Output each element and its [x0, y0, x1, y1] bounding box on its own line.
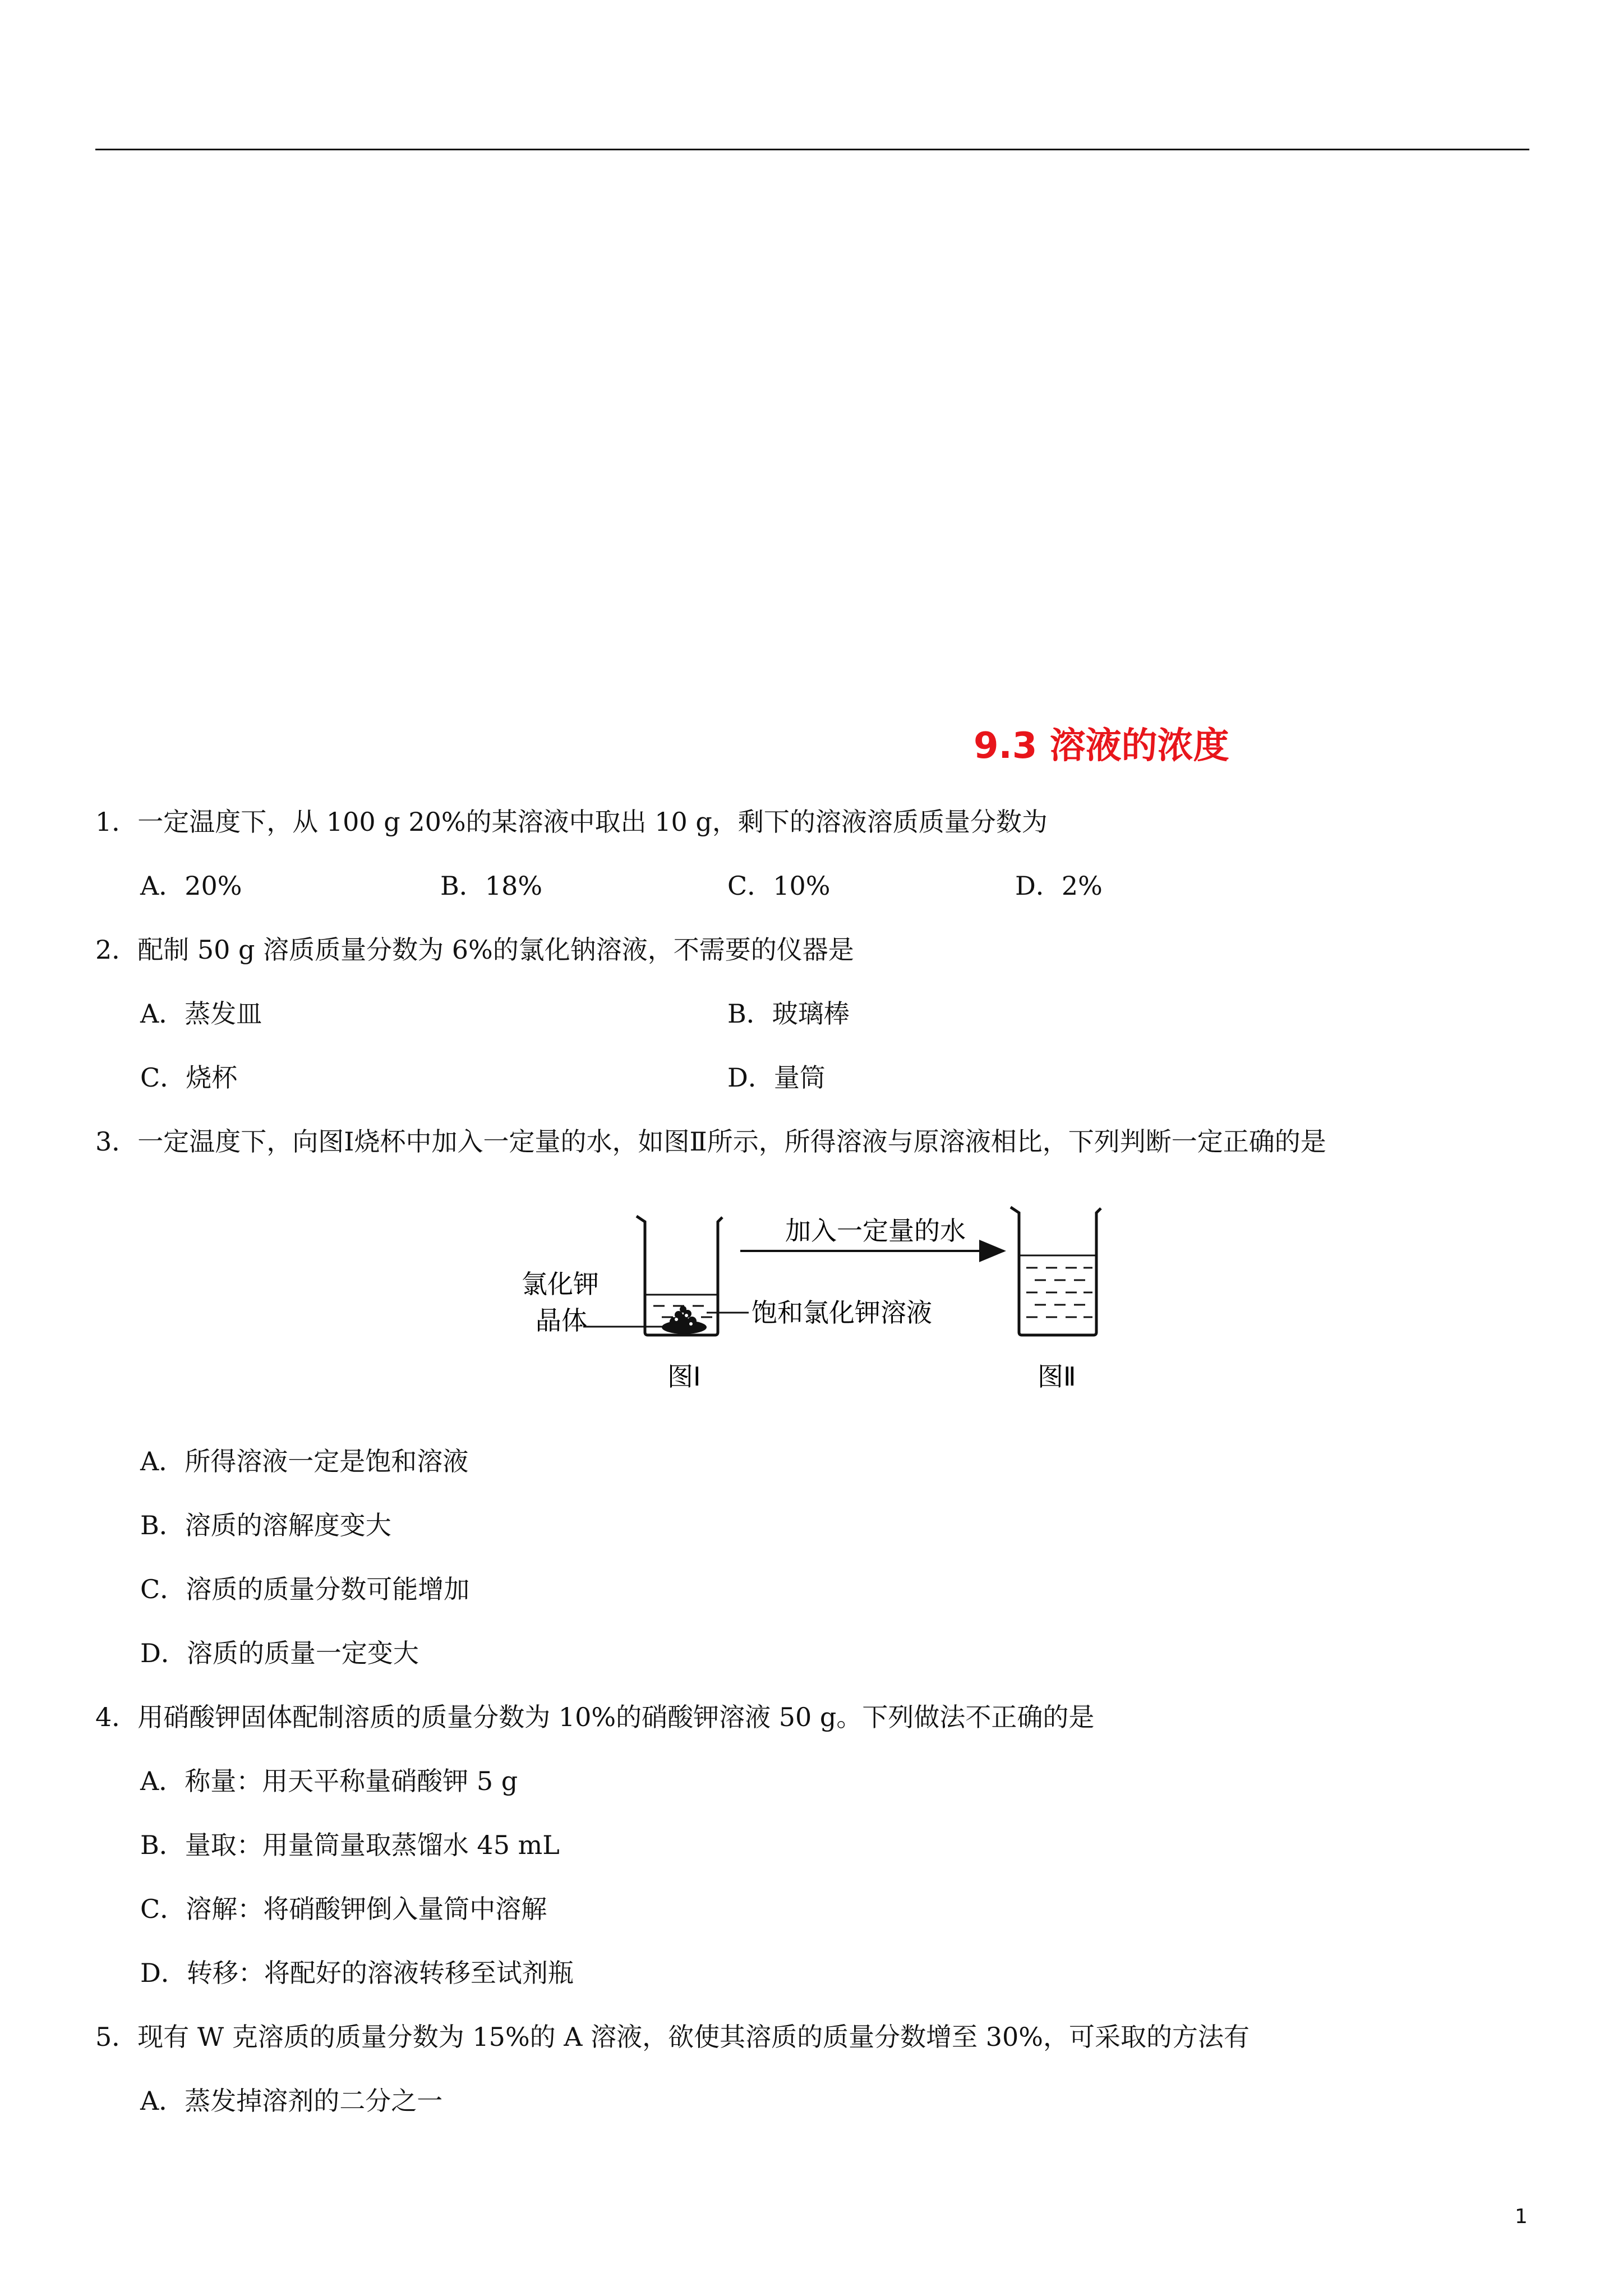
question-2-option-d: D．量筒	[727, 1062, 826, 1093]
question-1-stem: 1．一定温度下，从 100 g 20%的某溶液中取出 10 g，剩下的溶液溶质质量分数为	[95, 807, 1048, 837]
question-1-option-c: C．10%	[727, 871, 831, 901]
figure-2-caption: 图Ⅱ	[1038, 1361, 1076, 1392]
question-3-option-b: B．溶质的溶解度变大	[140, 1510, 391, 1540]
question-2-stem: 2．配制 50 g 溶质质量分数为 6%的氯化钠溶液，不需要的仪器是	[95, 935, 854, 965]
question-1-option-d: D．2%	[1015, 871, 1103, 901]
question-5-stem: 5．现有 W 克溶质的质量分数为 15%的 A 溶液，欲使其溶质的质量分数增至 30%，可采取的方法有	[95, 2022, 1249, 2052]
figure-1-caption: 图Ⅰ	[667, 1361, 701, 1392]
question-4-option-b: B．量取：用量筒量取蒸馏水 45 mL	[140, 1830, 560, 1860]
question-4-option-c: C．溶解：将硝酸钾倒入量筒中溶解	[140, 1894, 547, 1924]
question-3-option-c: C．溶质的质量分数可能增加	[140, 1574, 470, 1604]
crystal-pile	[662, 1306, 707, 1334]
saturated-solution-label: 饱和氯化钾溶液	[751, 1297, 932, 1328]
beaker-2	[1011, 1207, 1101, 1335]
question-4-option-a: A．称量：用天平称量硝酸钾 5 g	[140, 1766, 518, 1796]
question-1-option-b: B．18%	[440, 871, 543, 901]
question-2-option-a: A．蒸发皿	[140, 999, 262, 1029]
question-3-option-a: A．所得溶液一定是饱和溶液	[140, 1446, 469, 1476]
page-number: 1	[1515, 2205, 1528, 2228]
beaker-1	[637, 1216, 722, 1335]
beaker-diagram	[516, 1195, 1144, 1419]
question-2-option-c: C．烧杯	[140, 1062, 238, 1093]
header-rule	[95, 149, 1529, 150]
question-1-option-a: A．20%	[140, 871, 242, 901]
question-4-stem: 4．用硝酸钾固体配制溶质的质量分数为 10%的硝酸钾溶液 50 g。下列做法不正确的是	[95, 1702, 1095, 1732]
question-2-option-b: B．玻璃棒	[727, 999, 850, 1029]
page-title: 9.3 溶液的浓度	[974, 725, 1229, 767]
question-3-option-d: D．溶质的质量一定变大	[140, 1638, 419, 1668]
crystal-label-2: 晶体	[536, 1305, 587, 1336]
crystal-label-1: 氯化钾	[522, 1269, 599, 1299]
question-3-stem: 3．一定温度下，向图Ⅰ烧杯中加入一定量的水，如图Ⅱ所示，所得溶液与原溶液相比，下列判断一定正确的是	[95, 1126, 1326, 1157]
question-4-option-d: D．转移：将配好的溶液转移至试剂瓶	[140, 1958, 574, 1988]
add-water-label: 加入一定量的水	[785, 1216, 966, 1246]
question-5-option-a: A．蒸发掉溶剂的二分之一	[140, 2086, 443, 2116]
